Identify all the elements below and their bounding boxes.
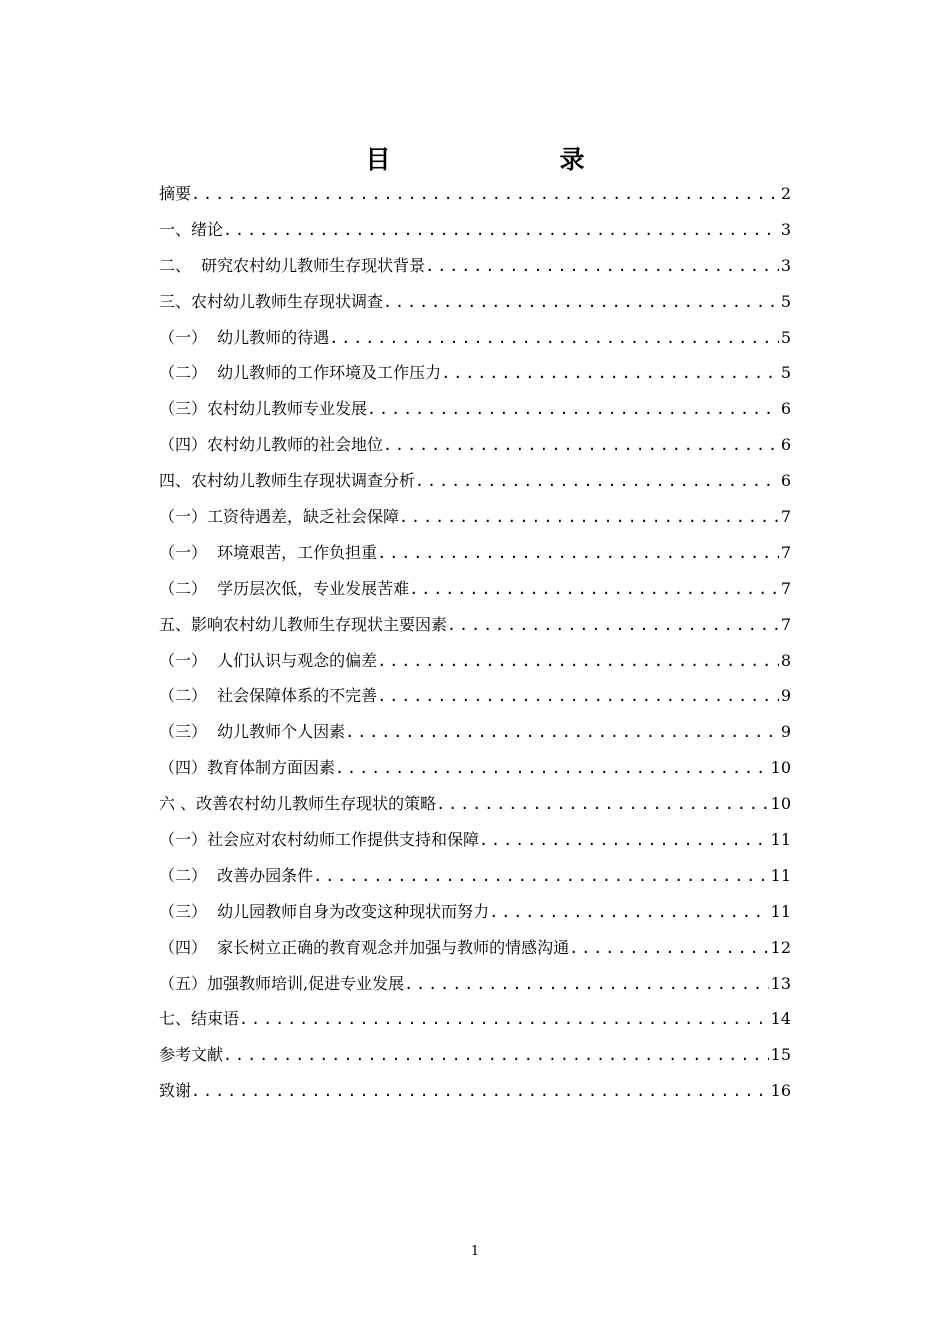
toc-entry-page: 5: [780, 327, 791, 347]
toc-entry-page: 8: [780, 650, 791, 670]
toc-dot-leader: [404, 967, 769, 1002]
toc-entry[interactable]: [159, 499, 791, 535]
toc-entry-label: （三） 幼儿园教师自身为改变这种现状而努力: [159, 901, 490, 921]
toc-entry-page: 15: [770, 1045, 791, 1065]
toc-entry-label: 三、农村幼儿教师生存现状调查: [159, 291, 384, 311]
toc-entry[interactable]: [159, 355, 791, 391]
toc-entry-label: （四） 家长树立正确的教育观念并加强与教师的情感沟通: [159, 937, 570, 957]
toc-entry[interactable]: [159, 320, 791, 356]
toc-dot-leader: [441, 356, 779, 391]
toc-entry-page: 3: [780, 255, 791, 275]
toc-entry-page: 6: [780, 471, 791, 491]
toc-entry[interactable]: [159, 1001, 791, 1037]
toc-dot-leader: [447, 608, 779, 643]
toc-entry[interactable]: [159, 858, 791, 894]
toc-dot-leader: [383, 285, 779, 320]
toc-entry[interactable]: [159, 1073, 791, 1109]
toc-entry-page: 7: [780, 507, 791, 527]
toc-entry[interactable]: [159, 427, 791, 463]
toc-dot-leader: [383, 428, 779, 463]
toc-dot-leader: [399, 500, 779, 535]
toc-entry[interactable]: [159, 212, 791, 248]
toc-entry[interactable]: [159, 786, 791, 822]
toc-entry-label: 四、农村幼儿教师生存现状调查分析: [159, 471, 416, 491]
toc-dot-leader: [415, 464, 779, 499]
toc-entry-label: 六 、改善农村幼儿教师生存现状的策略: [159, 794, 437, 814]
toc-entry[interactable]: [159, 894, 791, 930]
toc-entry-label: （五）加强教师培训,促进专业发展: [159, 973, 405, 993]
toc-entry-label: 致谢: [159, 1081, 192, 1101]
toc-entry-page: 10: [770, 794, 791, 814]
toc-entry-label: （三） 幼儿教师个人因素: [159, 722, 346, 742]
toc-entry-label: 五、影响农村幼儿教师生存现状主要因素: [159, 614, 448, 634]
toc-entry[interactable]: [159, 607, 791, 643]
toc-dot-leader: [223, 213, 779, 248]
table-of-contents: [159, 176, 791, 1109]
toc-dot-leader: [377, 644, 779, 679]
page-number: 1: [470, 1244, 480, 1259]
toc-dot-leader: [191, 1074, 769, 1109]
toc-dot-leader: [329, 321, 779, 356]
toc-entry-label: 摘要: [159, 184, 192, 203]
toc-entry-page: 11: [770, 865, 791, 885]
toc-dot-leader: [569, 931, 768, 966]
toc-entry-page: 12: [770, 937, 791, 957]
toc-entry-page: 11: [770, 830, 791, 850]
toc-entry[interactable]: [159, 714, 791, 750]
toc-entry-page: 6: [780, 399, 791, 419]
toc-entry-page: 7: [780, 614, 791, 634]
toc-entry[interactable]: [159, 678, 791, 714]
toc-entry-label: （三）农村幼儿教师专业发展: [159, 399, 368, 419]
toc-entry[interactable]: [159, 391, 791, 427]
toc-entry[interactable]: [159, 643, 791, 679]
toc-entry-label: 参考文献: [159, 1045, 224, 1065]
toc-entry[interactable]: [159, 571, 791, 607]
toc-entry-label: （二） 幼儿教师的工作环境及工作压力: [159, 363, 442, 383]
toc-dot-leader: [335, 751, 769, 786]
toc-entry-label: （二） 社会保障体系的不完善: [159, 686, 378, 706]
toc-entry-page: 5: [780, 291, 791, 311]
toc-entry-page: 5: [780, 363, 791, 383]
toc-entry-page: 11: [770, 901, 791, 921]
toc-dot-leader: [239, 1002, 769, 1037]
toc-entry-label: （二） 学历层次低，专业发展苦难: [159, 578, 410, 598]
toc-entry[interactable]: [159, 930, 791, 966]
toc-entry-page: 2: [780, 184, 791, 203]
toc-dot-leader: [479, 823, 769, 858]
toc-dot-leader: [367, 392, 779, 427]
toc-entry-page: 7: [780, 578, 791, 598]
toc-entry[interactable]: [159, 176, 791, 212]
toc-entry[interactable]: [159, 284, 791, 320]
toc-dot-leader: [313, 859, 768, 894]
toc-entry-page: 7: [780, 542, 791, 562]
toc-entry-page: 16: [770, 1081, 791, 1101]
toc-entry[interactable]: [159, 750, 791, 786]
toc-entry-label: （一） 环境艰苦，工作负担重: [159, 542, 378, 562]
toc-entry-page: 9: [780, 686, 791, 706]
toc-dot-leader: [377, 536, 779, 571]
toc-entry-label: （四）农村幼儿教师的社会地位: [159, 435, 384, 455]
toc-entry-label: 一、绪论: [159, 219, 224, 239]
toc-entry-page: 3: [780, 219, 791, 239]
toc-dot-leader: [191, 177, 779, 212]
toc-entry-label: 二、 研究农村幼儿教师生存现状背景: [159, 255, 426, 275]
toc-entry[interactable]: [159, 248, 791, 284]
toc-entry-label: （二） 改善办园条件: [159, 865, 314, 885]
toc-entry[interactable]: [159, 1037, 791, 1073]
toc-dot-leader: [345, 715, 779, 750]
toc-dot-leader: [409, 572, 779, 607]
toc-entry[interactable]: [159, 966, 791, 1002]
toc-entry[interactable]: [159, 463, 791, 499]
toc-entry-label: （一）社会应对农村幼师工作提供支持和保障: [159, 830, 480, 850]
toc-dot-leader: [436, 787, 769, 822]
page-title: 目 录: [365, 145, 657, 174]
toc-dot-leader: [489, 895, 768, 930]
toc-entry[interactable]: [159, 535, 791, 571]
toc-entry-label: （一） 人们认识与观念的偏差: [159, 650, 378, 670]
toc-entry-label: （一）工资待遇差，缺乏社会保障: [159, 507, 400, 527]
toc-entry-page: 13: [770, 973, 791, 993]
toc-entry-page: 6: [780, 435, 791, 455]
toc-entry-page: 9: [780, 722, 791, 742]
toc-entry[interactable]: [159, 822, 791, 858]
toc-entry-label: （一） 幼儿教师的待遇: [159, 327, 330, 347]
toc-entry-label: （四）教育体制方面因素: [159, 758, 336, 778]
toc-dot-leader: [425, 249, 779, 284]
toc-entry-label: 七、结束语: [159, 1009, 240, 1029]
toc-entry-page: 14: [770, 1009, 791, 1029]
toc-entry-page: 10: [770, 758, 791, 778]
toc-dot-leader: [377, 679, 779, 714]
toc-dot-leader: [223, 1038, 769, 1073]
